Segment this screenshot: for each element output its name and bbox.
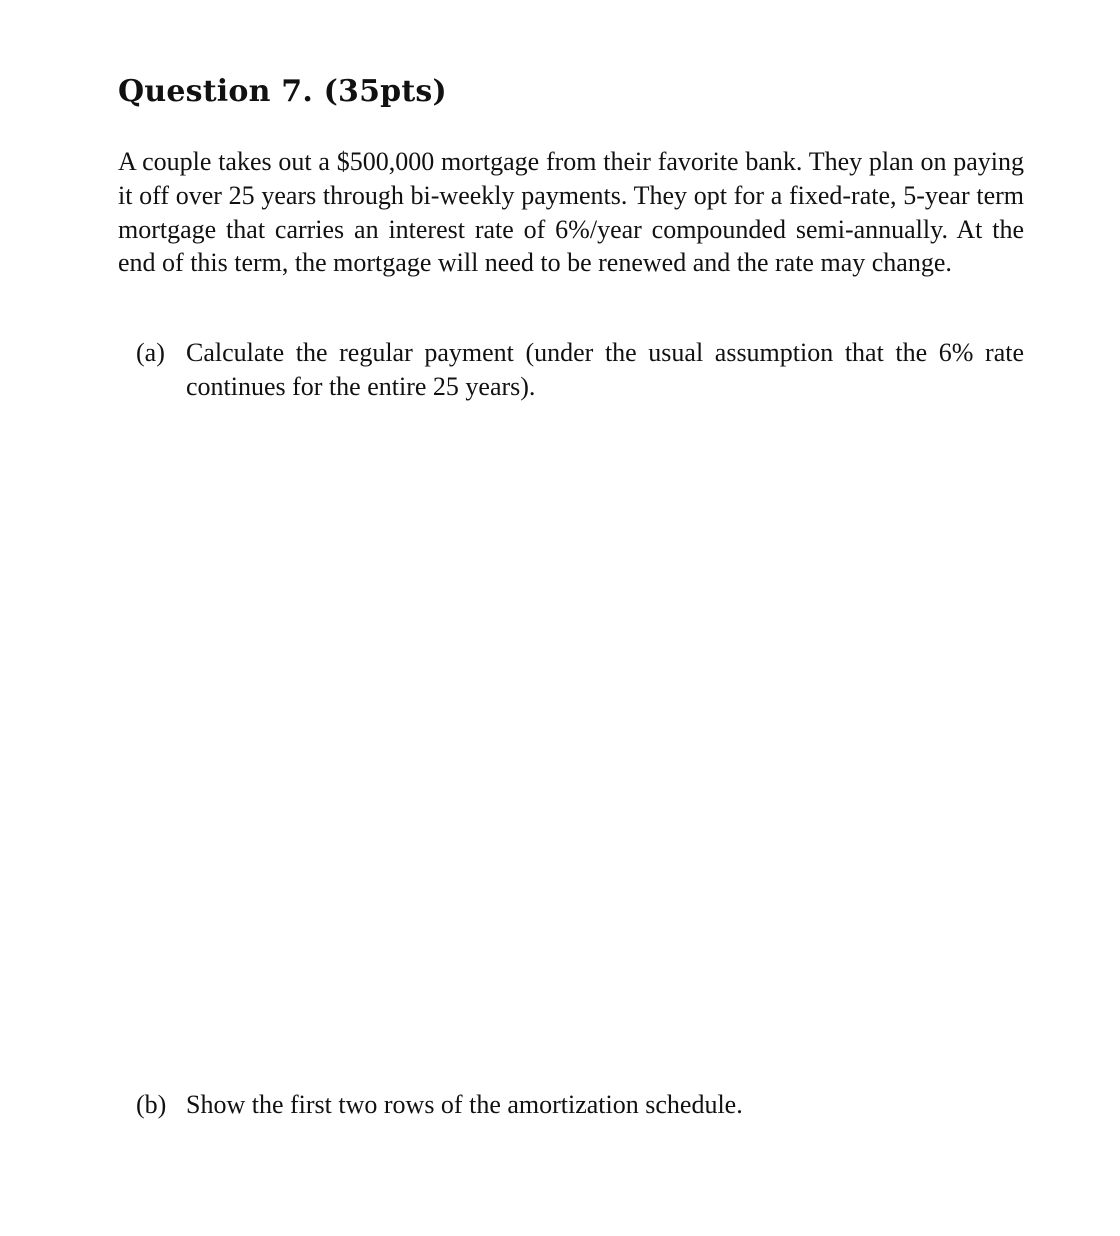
part-b-text: Show the first two rows of the amortization schedule.: [186, 1090, 743, 1119]
question-part-a: [136, 336, 1024, 404]
question-intro: A couple takes out a $500,000 mortgage from their favorite bank. They plan on paying it off over 25 years through bi-weekly payments. They opt for a fixed-rate, 5-year term mortgage that carries an interest rate of 6%/year compounded semi-annually. At the end of this term, the mortgage will need to be renewed and the rate may change.: [118, 147, 1024, 278]
part-b-label: (b): [136, 1090, 167, 1119]
part-a-text: Calculate the regular payment (under the usual assumption that the 6% rate continues for the entire 25 years).: [186, 338, 1024, 401]
part-a-label: (a): [136, 338, 165, 367]
question-title: Question 7. (35pts): [118, 74, 447, 109]
question-part-b: [136, 1088, 1024, 1122]
